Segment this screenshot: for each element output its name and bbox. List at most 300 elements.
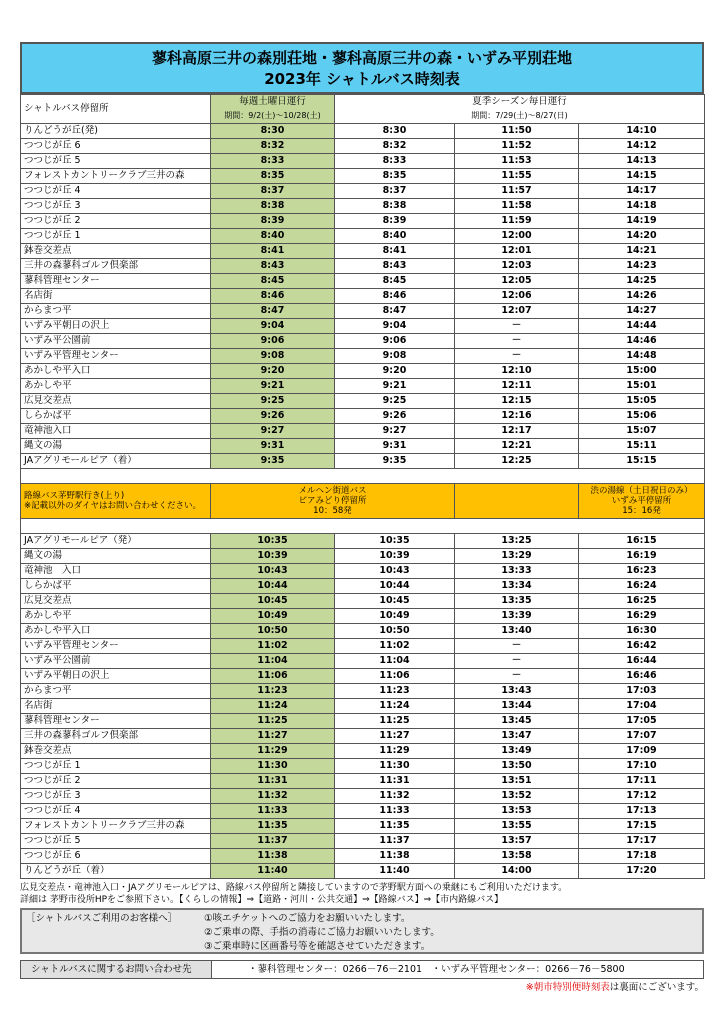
departure-time: 9:25 [335, 394, 455, 409]
departure-time: 10:49 [211, 609, 335, 624]
table-row [21, 439, 705, 454]
departure-time: 11:04 [211, 654, 335, 669]
departure-time: 17:03 [579, 684, 705, 699]
departure-time: 8:32 [335, 139, 455, 154]
departure-time: 11:29 [335, 744, 455, 759]
departure-time: 11:32 [211, 789, 335, 804]
departure-time: － [455, 669, 579, 684]
departure-time: 16:25 [579, 594, 705, 609]
departure-time: 8:41 [211, 244, 335, 259]
stop-name: 縄文の湯 [21, 549, 211, 564]
departure-time: 12:16 [455, 409, 579, 424]
departure-time: 15:00 [579, 364, 705, 379]
departure-time: 9:26 [211, 409, 335, 424]
departure-time: 16:46 [579, 669, 705, 684]
departure-time: 11:30 [335, 759, 455, 774]
table-row [21, 364, 705, 379]
table-row [21, 244, 705, 259]
departure-time: 14:23 [579, 259, 705, 274]
departure-time: 12:06 [455, 289, 579, 304]
weekend-header [211, 95, 335, 124]
departure-time: 12:17 [455, 424, 579, 439]
notes [20, 882, 704, 906]
stop-name: JAアグリモールピア（発） [21, 534, 211, 549]
departure-time: 8:45 [211, 274, 335, 289]
stop-name: いずみ平公園前 [21, 334, 211, 349]
departure-time: 11:23 [335, 684, 455, 699]
table-row [21, 409, 705, 424]
departure-time: 13:33 [455, 564, 579, 579]
departure-time: 10:35 [335, 534, 455, 549]
departure-time: 14:21 [579, 244, 705, 259]
departure-time: 11:23 [211, 684, 335, 699]
departure-time: 14:44 [579, 319, 705, 334]
guest-notice-label: ［シャトルバスご利用のお客様へ］ [26, 913, 178, 924]
departure-time: 12:07 [455, 304, 579, 319]
stop-name: いずみ平公園前 [21, 654, 211, 669]
departure-time: 13:44 [455, 699, 579, 714]
departure-time: 8:41 [335, 244, 455, 259]
stop-name: つつじが丘 2 [21, 774, 211, 789]
departure-time: 17:12 [579, 789, 705, 804]
table-row [21, 684, 705, 699]
stop-name: りんどうが丘（着） [21, 864, 211, 879]
stop-name: つつじが丘 6 [21, 139, 211, 154]
departure-time: 12:01 [455, 244, 579, 259]
departure-time: 14:46 [579, 334, 705, 349]
stop-name: 三井の森蓼科ゴルフ倶楽部 [21, 259, 211, 274]
departure-time: 12:15 [455, 394, 579, 409]
departure-time: 16:19 [579, 549, 705, 564]
departure-time: 9:31 [335, 439, 455, 454]
departure-time: 9:35 [211, 454, 335, 469]
departure-time: 16:24 [579, 579, 705, 594]
connection-shibunoyu [579, 484, 705, 519]
departure-time: 16:15 [579, 534, 705, 549]
table-row [21, 789, 705, 804]
departure-time: 16:30 [579, 624, 705, 639]
departure-time: 11:25 [211, 714, 335, 729]
departure-time: 13:34 [455, 579, 579, 594]
departure-time: 8:46 [335, 289, 455, 304]
departure-time: － [455, 639, 579, 654]
departure-time: 15:06 [579, 409, 705, 424]
departure-time: 9:20 [211, 364, 335, 379]
table-row [21, 669, 705, 684]
departure-time: 14:20 [579, 229, 705, 244]
stop-name: つつじが丘 5 [21, 834, 211, 849]
departure-time: 13:29 [455, 549, 579, 564]
departure-time: 11:33 [335, 804, 455, 819]
departure-time: 13:47 [455, 729, 579, 744]
summer-period: 期間：7/29(土)～8/27(日) [471, 111, 568, 120]
stop-name: いずみ平朝日の沢上 [21, 319, 211, 334]
departure-time: 16:29 [579, 609, 705, 624]
departure-time: 17:07 [579, 729, 705, 744]
stop-name: 名店街 [21, 699, 211, 714]
departure-time: 14:26 [579, 289, 705, 304]
departure-time: 14:12 [579, 139, 705, 154]
footer-rest: は裏面にございます。 [609, 982, 704, 993]
departure-time: 13:35 [455, 594, 579, 609]
departure-time: 13:25 [455, 534, 579, 549]
route-note: ※記載以外のダイヤはお問い合わせください。 [24, 501, 201, 511]
departure-time: 13:50 [455, 759, 579, 774]
merchen-line: メルヘン街道バス [298, 486, 367, 496]
departure-time: 13:39 [455, 609, 579, 624]
departure-time: 10:39 [335, 549, 455, 564]
departure-time: 9:27 [335, 424, 455, 439]
departure-time: 8:30 [335, 124, 455, 139]
table-row [21, 379, 705, 394]
departure-time: 14:13 [579, 154, 705, 169]
departure-time: 10:44 [211, 579, 335, 594]
merchen-stop: ピアみどり停留所 [298, 496, 367, 506]
summer-header [335, 95, 705, 124]
departure-time: 11:55 [455, 169, 579, 184]
page-title [20, 42, 704, 94]
departure-time: 17:04 [579, 699, 705, 714]
departure-time: 11:27 [335, 729, 455, 744]
table-row [21, 699, 705, 714]
stop-name: 広見交差点 [21, 594, 211, 609]
departure-time: 10:43 [335, 564, 455, 579]
departure-time: 17:13 [579, 804, 705, 819]
departure-time: 14:48 [579, 349, 705, 364]
departure-time: 11:04 [335, 654, 455, 669]
stop-name: あかしや平 [21, 379, 211, 394]
departure-time: 13:40 [455, 624, 579, 639]
contact-row [20, 960, 704, 979]
weekend-period: 期間：9/2(土)～10/28(土) [224, 111, 321, 120]
stop-name: いずみ平管理センター [21, 639, 211, 654]
header-row [21, 95, 705, 124]
stop-header: シャトルバス停留所 [21, 95, 211, 124]
departure-time: 11:27 [211, 729, 335, 744]
table-row [21, 594, 705, 609]
table-row [21, 454, 705, 469]
table-row [21, 274, 705, 289]
summer-label: 夏季シーズン毎日運行 [472, 96, 567, 107]
departure-time: 12:10 [455, 364, 579, 379]
departure-time: 11:02 [335, 639, 455, 654]
departure-time: 8:37 [211, 184, 335, 199]
table-row [21, 714, 705, 729]
departure-time: 14:19 [579, 214, 705, 229]
stop-name: 竜神池 入口 [21, 564, 211, 579]
departure-time: 9:27 [211, 424, 335, 439]
stop-name: 鉢巻交差点 [21, 244, 211, 259]
note-line-1: 広見交差点・竜神池入口・JAアグリモールピアは、路線バス停留所と隣接していますので茅野駅方面への乗継にもご利用いただけます。 [20, 883, 568, 893]
departure-time: 11:06 [211, 669, 335, 684]
departure-time: 9:26 [335, 409, 455, 424]
departure-time: 16:44 [579, 654, 705, 669]
table-row [21, 834, 705, 849]
stop-name: いずみ平管理センター [21, 349, 211, 364]
table-row [21, 654, 705, 669]
stop-name: つつじが丘 3 [21, 789, 211, 804]
stop-name: 蓼科管理センター [21, 714, 211, 729]
departure-time: 14:17 [579, 184, 705, 199]
departure-time: 8:30 [211, 124, 335, 139]
departure-time: 16:42 [579, 639, 705, 654]
departure-time: 9:06 [335, 334, 455, 349]
shibunoyu-time: 15：16発 [622, 506, 661, 516]
departure-time: 8:40 [211, 229, 335, 244]
departure-time: 11:25 [335, 714, 455, 729]
departure-time: 13:49 [455, 744, 579, 759]
departure-time: 9:04 [211, 319, 335, 334]
departure-time: 9:08 [211, 349, 335, 364]
departure-time: 13:45 [455, 714, 579, 729]
table-row [21, 199, 705, 214]
departure-time: 13:55 [455, 819, 579, 834]
departure-time: 15:01 [579, 379, 705, 394]
stop-name: 鉢巻交差点 [21, 744, 211, 759]
stop-name: りんどうが丘(発) [21, 124, 211, 139]
departure-time: 8:35 [335, 169, 455, 184]
stop-name: 広見交差点 [21, 394, 211, 409]
stop-name: 三井の森蓼科ゴルフ倶楽部 [21, 729, 211, 744]
table-row [21, 319, 705, 334]
departure-time: 10:50 [211, 624, 335, 639]
departure-time: 11:52 [455, 139, 579, 154]
departure-time: 8:37 [335, 184, 455, 199]
weekend-label: 毎週土曜日運行 [239, 96, 306, 107]
departure-time: 8:33 [211, 154, 335, 169]
departure-time: 8:47 [335, 304, 455, 319]
stop-name: つつじが丘 1 [21, 759, 211, 774]
departure-time: 11:37 [335, 834, 455, 849]
departure-time: 11:38 [335, 849, 455, 864]
stop-name: つつじが丘 4 [21, 184, 211, 199]
table-row [21, 564, 705, 579]
departure-time: 17:09 [579, 744, 705, 759]
departure-time: 8:39 [211, 214, 335, 229]
departure-time: 14:18 [579, 199, 705, 214]
departure-time: 11:58 [455, 199, 579, 214]
departure-time: 11:32 [335, 789, 455, 804]
stop-name: つつじが丘 5 [21, 154, 211, 169]
guest-notice-item: ②ご乗車の際、手指の消毒にご協力お願いいたします。 [204, 927, 440, 938]
departure-time: 8:40 [335, 229, 455, 244]
stop-name: つつじが丘 4 [21, 804, 211, 819]
departure-time: 10:39 [211, 549, 335, 564]
departure-time: 11:06 [335, 669, 455, 684]
departure-time: 12:25 [455, 454, 579, 469]
footer-red: ※朝市特別便時刻表 [525, 982, 610, 993]
departure-time: 12:11 [455, 379, 579, 394]
departure-time: 13:58 [455, 849, 579, 864]
departure-time: 11:59 [455, 214, 579, 229]
departure-time: 9:06 [211, 334, 335, 349]
stop-name: 蓼科管理センター [21, 274, 211, 289]
departure-time: 12:05 [455, 274, 579, 289]
table-row [21, 349, 705, 364]
connection-empty [455, 484, 579, 519]
shibunoyu-line: 渋の湯線（土日祝日のみ） [590, 486, 693, 496]
departure-time: 17:05 [579, 714, 705, 729]
stop-name: いずみ平朝日の沢上 [21, 669, 211, 684]
table-row [21, 864, 705, 879]
table-row [21, 229, 705, 244]
departure-time: 17:10 [579, 759, 705, 774]
stop-name: しらかば平 [21, 409, 211, 424]
departure-time: 10:35 [211, 534, 335, 549]
table-row [21, 624, 705, 639]
stop-name: 竜神池入口 [21, 424, 211, 439]
departure-time: 11:02 [211, 639, 335, 654]
departure-time: 8:43 [211, 259, 335, 274]
title-line-2: 2023年 シャトルバス時刻表 [264, 70, 460, 88]
stop-name: つつじが丘 1 [21, 229, 211, 244]
departure-time: 9:08 [335, 349, 455, 364]
departure-time: 11:40 [335, 864, 455, 879]
timetable [20, 94, 705, 879]
stop-name: フォレストカントリークラブ三井の森 [21, 819, 211, 834]
departure-time: 8:35 [211, 169, 335, 184]
departure-time: 14:00 [455, 864, 579, 879]
table-row [21, 774, 705, 789]
stop-name: あかしや平入口 [21, 624, 211, 639]
departure-time: 11:24 [211, 699, 335, 714]
departure-time: 11:57 [455, 184, 579, 199]
guest-notice-item: ①咳エチケットへのご協力をお願いいたします。 [204, 913, 411, 924]
departure-time: 11:40 [211, 864, 335, 879]
connection-merchen [211, 484, 455, 519]
stop-name: しらかば平 [21, 579, 211, 594]
departure-time: 13:43 [455, 684, 579, 699]
departure-time: 10:45 [211, 594, 335, 609]
departure-time: 12:00 [455, 229, 579, 244]
departure-time: 17:18 [579, 849, 705, 864]
departure-time: 15:15 [579, 454, 705, 469]
departure-time: － [455, 654, 579, 669]
table-row [21, 609, 705, 624]
stop-name: つつじが丘 3 [21, 199, 211, 214]
departure-time: 9:21 [211, 379, 335, 394]
stop-name: 縄文の湯 [21, 439, 211, 454]
stop-name: JAアグリモールピア（着） [21, 454, 211, 469]
departure-time: 16:23 [579, 564, 705, 579]
departure-time: 9:20 [335, 364, 455, 379]
down-rows [21, 124, 705, 469]
guest-notice-box [20, 908, 704, 954]
departure-time: 17:11 [579, 774, 705, 789]
contact-info: ・蓼科管理センター：0266－76－2101 ・いずみ平管理センター：0266－76－5800 [248, 964, 625, 975]
departure-time: 11:30 [211, 759, 335, 774]
departure-time: 10:44 [335, 579, 455, 594]
route-label: 路線バス茅野駅行き(上り) [24, 491, 125, 501]
departure-time: － [455, 319, 579, 334]
departure-time: 8:38 [335, 199, 455, 214]
stop-name: 名店街 [21, 289, 211, 304]
up-rows [21, 534, 705, 879]
departure-time: 11:37 [211, 834, 335, 849]
table-row [21, 819, 705, 834]
departure-time: 13:53 [455, 804, 579, 819]
table-row [21, 534, 705, 549]
stop-name: あかしや平入口 [21, 364, 211, 379]
departure-time: 8:47 [211, 304, 335, 319]
departure-time: 12:21 [455, 439, 579, 454]
departure-time: 8:32 [211, 139, 335, 154]
table-row [21, 549, 705, 564]
departure-time: 13:57 [455, 834, 579, 849]
route-info [21, 484, 211, 519]
departure-time: 11:35 [335, 819, 455, 834]
departure-time: 13:52 [455, 789, 579, 804]
table-row [21, 744, 705, 759]
stop-name: フォレストカントリークラブ三井の森 [21, 169, 211, 184]
table-row [21, 289, 705, 304]
departure-time: 11:35 [211, 819, 335, 834]
departure-time: 10:43 [211, 564, 335, 579]
departure-time: 8:39 [335, 214, 455, 229]
departure-time: 11:53 [455, 154, 579, 169]
footer-note [20, 981, 704, 995]
departure-time: 9:25 [211, 394, 335, 409]
table-row [21, 154, 705, 169]
departure-time: 8:46 [211, 289, 335, 304]
table-row [21, 579, 705, 594]
table-row [21, 304, 705, 319]
departure-time: － [455, 349, 579, 364]
guest-notice-items [204, 912, 440, 950]
departure-time: 14:27 [579, 304, 705, 319]
departure-time: 17:17 [579, 834, 705, 849]
departure-time: 9:04 [335, 319, 455, 334]
departure-time: 17:20 [579, 864, 705, 879]
departure-time: 14:25 [579, 274, 705, 289]
departure-time: 11:50 [455, 124, 579, 139]
departure-time: 9:35 [335, 454, 455, 469]
departure-time: 15:11 [579, 439, 705, 454]
note-line-2: 詳細は 茅野市役所HPをご参照下さい。【くらしの情報】⇒【道路・河川・公共交通】⇒【路線バス】⇒【市内路線バス】 [20, 895, 504, 905]
stop-name: あかしや平 [21, 609, 211, 624]
departure-time: 17:15 [579, 819, 705, 834]
timetable-sheet [20, 42, 704, 995]
departure-time: 8:43 [335, 259, 455, 274]
departure-time: 9:21 [335, 379, 455, 394]
stop-name: からまつ平 [21, 684, 211, 699]
departure-time: 11:38 [211, 849, 335, 864]
table-row [21, 804, 705, 819]
departure-time: 8:33 [335, 154, 455, 169]
departure-time: 11:31 [211, 774, 335, 789]
shibunoyu-stop: いずみ平停留所 [611, 496, 672, 506]
departure-time: 12:03 [455, 259, 579, 274]
departure-time: 11:24 [335, 699, 455, 714]
connection-row [21, 484, 705, 519]
stop-name: つつじが丘 2 [21, 214, 211, 229]
table-row [21, 184, 705, 199]
departure-time: 15:05 [579, 394, 705, 409]
merchen-time: 10：58発 [313, 506, 352, 516]
table-row [21, 759, 705, 774]
table-row [21, 849, 705, 864]
guest-notice-item: ③ご乗車時に区画番号等を確認させていただきます。 [204, 941, 431, 952]
table-row [21, 139, 705, 154]
table-row [21, 729, 705, 744]
stop-name: からまつ平 [21, 304, 211, 319]
departure-time: 14:15 [579, 169, 705, 184]
departure-time: 10:49 [335, 609, 455, 624]
contact-label: シャトルバスに関するお問い合わせ先 [21, 961, 212, 978]
table-row [21, 169, 705, 184]
departure-time: 13:51 [455, 774, 579, 789]
departure-time: 11:29 [211, 744, 335, 759]
